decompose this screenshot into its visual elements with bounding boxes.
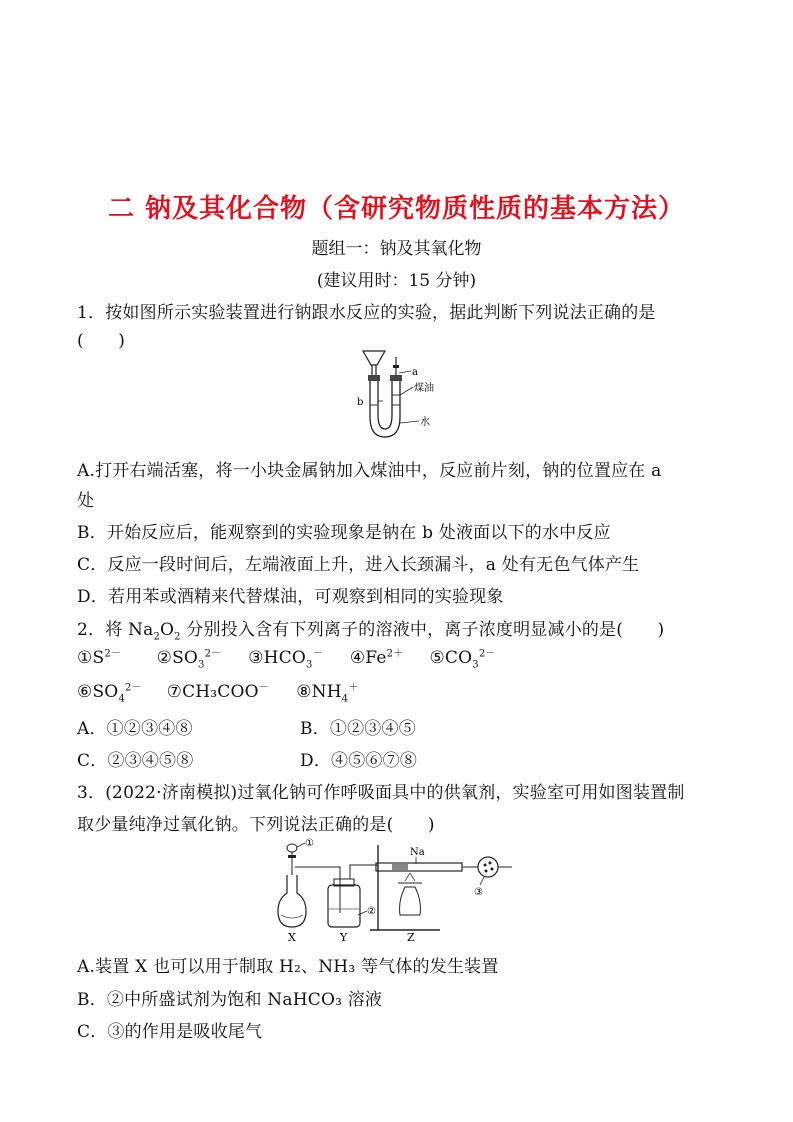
q2-ions-row1 bbox=[77, 648, 509, 671]
q2-stem-mid: O bbox=[160, 620, 175, 640]
label-x: X bbox=[288, 931, 296, 944]
label-2: ② bbox=[367, 906, 376, 917]
q1-option-a-line2: 处 bbox=[77, 491, 95, 511]
ion-item: $⑤CO_3^{2-}$ bbox=[429, 648, 496, 671]
q1-option-b: B．开始反应后，能观察到的实验现象是钠在 b 处液面以下的水中反应 bbox=[77, 523, 611, 543]
q2-option-b: B．①②③④⑤ bbox=[300, 719, 416, 739]
ion-item: ⑦CH₃COO－ bbox=[166, 682, 269, 702]
section-subtitle: 题组一：钠及其氧化物 bbox=[311, 239, 482, 259]
ion-item: $⑧NH_4^+$ bbox=[296, 682, 359, 705]
label-z: Z bbox=[407, 931, 415, 944]
q3-stem-line2: 取少量纯净过氧化钠。下列说法正确的是( ) bbox=[77, 815, 435, 835]
label-na: Na bbox=[410, 847, 425, 858]
q1-option-a-line1: A.打开右端活塞，将一小块金属钠加入煤油中，反应前片刻，钠的位置应在 a bbox=[77, 461, 662, 481]
ion-item: $⑥SO_4^{2-}$ bbox=[77, 682, 142, 705]
label-1: ① bbox=[305, 838, 314, 849]
label-y: Y bbox=[340, 931, 348, 944]
q3-stem-line1: 3．(2022·济南模拟)过氧化钠可作呼吸面具中的供氧剂，实验室可用如图装置制 bbox=[77, 783, 685, 803]
q2-option-c: C．②③④⑤⑧ bbox=[77, 751, 194, 771]
q1-stem-line1: 1．按如图所示实验装置进行钠跟水反应的实验，据此判断下列说法正确的是 bbox=[77, 303, 656, 323]
q3-option-c: C．③的作用是吸收尾气 bbox=[77, 1022, 263, 1042]
q2-stem-sub2: 2 bbox=[174, 631, 181, 643]
q2-option-d: D．④⑤⑥⑦⑧ bbox=[300, 751, 418, 771]
page-title: 二 钠及其化合物（含研究物质性质的基本方法） bbox=[107, 194, 686, 224]
time-hint: (建议用时：15 分钟) bbox=[316, 271, 477, 291]
label-a: a bbox=[412, 367, 418, 378]
label-3: ③ bbox=[474, 887, 483, 898]
q2-option-a: A．①②③④⑧ bbox=[77, 719, 193, 739]
label-kerosene: 煤油 bbox=[414, 383, 434, 394]
q2-stem-pre: 2．将 Na bbox=[77, 620, 154, 640]
ion-item: $①S^{2-}$ bbox=[77, 648, 122, 668]
q1-option-c: C．反应一段时间后，左端液面上升，进入长颈漏斗，a 处有无色气体产生 bbox=[77, 555, 640, 575]
q2-stem bbox=[77, 615, 665, 643]
q1-option-d: D．若用苯或酒精来代替煤油，可观察到相同的实验现象 bbox=[77, 587, 504, 607]
label-b: b bbox=[357, 397, 364, 408]
ion-item: $②SO_3^{2-}$ bbox=[156, 648, 222, 671]
q2-stem-post: 分别投入含有下列离子的溶液中，离子浓度明显减小的是( ) bbox=[180, 620, 665, 640]
q2-ions-row2 bbox=[77, 682, 376, 705]
q2-stem-sub1: 2 bbox=[153, 631, 160, 643]
label-water: 水 bbox=[420, 417, 430, 428]
q3-option-b: B．②中所盛试剂为饱和 NaHCO₃ 溶液 bbox=[77, 990, 383, 1010]
q3-option-a: A.装置 X 也可以用于制取 H₂、NH₃ 等气体的发生装置 bbox=[77, 957, 499, 977]
q1-stem-line2: ( ) bbox=[77, 331, 126, 351]
ion-item: $③HCO_3^-$ bbox=[248, 648, 323, 671]
sodium-peroxide-apparatus-figure bbox=[270, 835, 520, 947]
u-tube-apparatus-figure bbox=[355, 345, 455, 445]
ion-item: $④Fe^{2+}$ bbox=[349, 648, 404, 668]
